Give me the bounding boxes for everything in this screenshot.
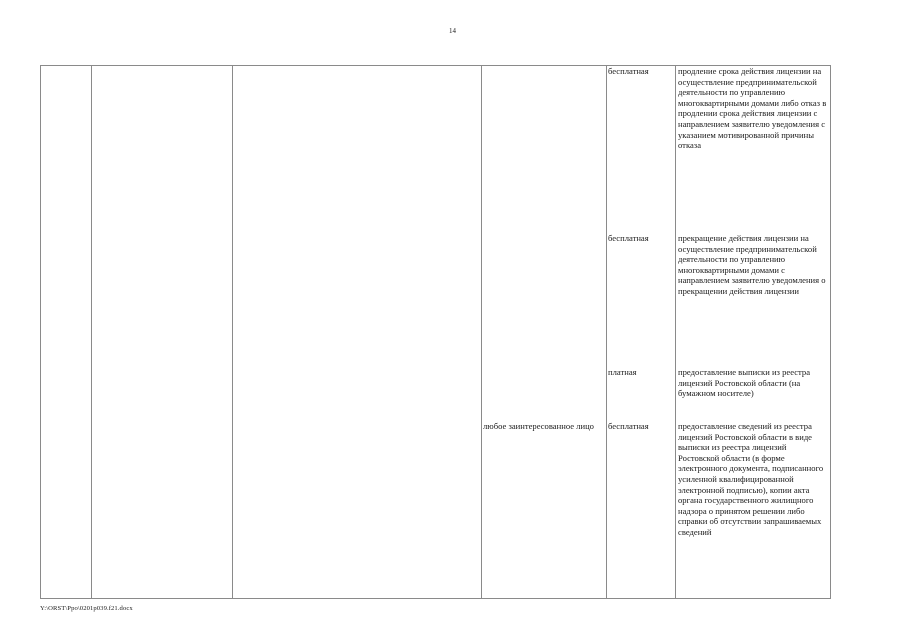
column-border-5 (606, 65, 607, 598)
fee-cell-row-4: бесплатная (608, 421, 649, 431)
column-border-2 (91, 65, 92, 598)
service-cell-row-4: предоставление сведений из реестра лицензий Ростовской области в виде выписки из реестра лицензий Ростовской области (в форме электронного документа, подписанного усиленной квалифицированной электронной подписью), копии акта органа государственного жилищного надзора о принятом решении либо справки об отсутствии запрашиваемых сведений (678, 421, 824, 537)
column-border-3 (232, 65, 233, 598)
column-border-7 (830, 65, 831, 598)
page-number: 14 (449, 27, 456, 35)
applicant-cell: любое заинтересованное лицо (483, 421, 594, 431)
services-table (40, 65, 831, 598)
fee-cell-row-3: платная (608, 367, 637, 377)
service-cell-row-1: продление срока действия лицензии на осуществление предпринимательской деятельности по управлению многоквартирными домами либо отказ в продлении срока действия лицензии с направлением заявителю уведомления с указанием мотивированной причины отказа (678, 66, 827, 151)
fee-cell-row-2: бесплатная (608, 233, 649, 243)
service-cell-row-2: прекращение действия лицензии на осуществление предпринимательской деятельности по управлению многоквартирными домами с направлением заявителю уведомления о прекращении действия лицензии (678, 233, 826, 296)
table-bottom-border (40, 598, 831, 599)
fee-cell-row-1: бесплатная (608, 66, 649, 76)
column-border-4 (481, 65, 482, 598)
footer-file-path: Y:\ORST\Ppo\0201p039.f21.docx (40, 605, 133, 612)
column-border-1 (40, 65, 41, 598)
column-border-6 (675, 65, 676, 598)
service-cell-row-3: предоставление выписки из реестра лицензий Ростовской области (на бумажном носителе) (678, 367, 811, 399)
